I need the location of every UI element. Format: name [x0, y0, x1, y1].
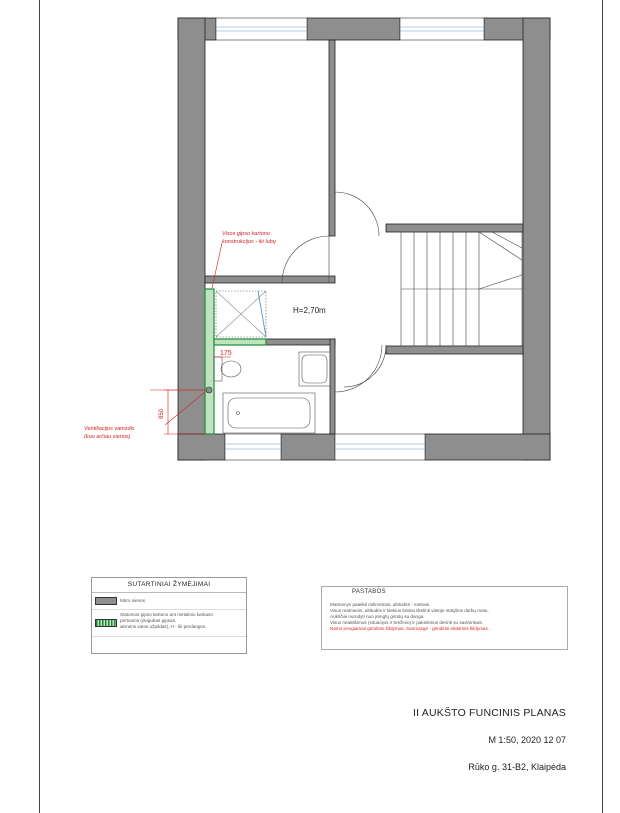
door-stair [344, 345, 386, 387]
wall-bath-vertical [330, 339, 335, 434]
annotation-vent-line1: Ventiliacijos vamzdis [84, 426, 135, 432]
legend-title: SUTARTINIAI ŽYMĖJIMAI [92, 578, 246, 593]
legend-row-gypsum [92, 610, 246, 637]
window-top-left [216, 18, 307, 40]
notes-box [321, 586, 568, 650]
door-room-right [335, 192, 379, 236]
door-bath [335, 345, 382, 392]
annotation-vent-line2: (kuo arčiau sienos) [84, 434, 131, 440]
height-label: H=2,70m [293, 306, 326, 315]
wall-right [523, 18, 550, 460]
gypsum-left-wall [205, 289, 214, 434]
scale-date: M 1:50, 2020 12 07 [488, 735, 566, 745]
legend-box [91, 577, 247, 654]
wall-center-vertical [329, 40, 335, 236]
legend-wall-text: Mūro sienos [120, 598, 146, 603]
toilet-bowl [221, 361, 241, 377]
dimension-850-label: 850 [159, 408, 165, 419]
wall-bottom-right [425, 434, 550, 460]
bathtub [223, 393, 315, 433]
annotation-gypsum-line2: konstrukcijos - iki lubų [222, 239, 276, 245]
window-top-right [400, 18, 484, 40]
note-line: Aukščiai nurodyti nuo įrengtų grindų su danga. [330, 614, 425, 619]
window-bottom-left [225, 434, 281, 460]
stairs [401, 232, 522, 346]
wall-swatch [95, 597, 117, 605]
wall-bottom-mid [281, 434, 335, 460]
window-bottom-right [335, 434, 425, 460]
address: Rūko g. 31-B2, Klaipėda [468, 762, 566, 772]
legend-row-wall [92, 593, 246, 610]
wall-stair-top [386, 224, 523, 232]
note-line: Visus neatitikimus (situacijos ir brėžinio) ir pakeitimus derinti su savininkais. [330, 620, 484, 625]
legend-gypsum-line3: akmens vatos užpildas), H - iki perdangos [120, 624, 206, 629]
annotation-gypsum-line1: Visos gipso kartono [222, 231, 270, 237]
note-red-line: Namo įrengiamas grindinis šildymas. Sanmazgė - grindinis elektrinis šildymas. [330, 626, 490, 631]
legend-gypsum-line2: pertvaros (dvigubas gipsas, [120, 618, 177, 623]
note-line: Matmenys pateikti milimetrais, altitudės - metrais. [330, 602, 431, 607]
wall-left [178, 18, 205, 460]
wall-stair-bottom [386, 346, 523, 354]
wall-corridor-top [205, 276, 335, 283]
gypsum-swatch [95, 619, 117, 627]
notes-title: PASTABOS [352, 589, 386, 595]
wall-top-mid [307, 18, 400, 40]
gypsum-shower-wall [214, 339, 266, 345]
note-line: Visus matmenis, altitudės ir kiekius būtina tikslinti vietoje statybos darbų metu. [330, 608, 489, 613]
wall-bottom-left [178, 434, 225, 460]
drawing-title: II AUKŠTO FUNCINIS PLANAS [412, 707, 566, 719]
washbasin [299, 352, 330, 386]
dimension-175-label: 175 [220, 350, 232, 357]
legend-gypsum-line1: Statomos gipso kartono ant metalinio karkaso [120, 612, 213, 617]
shower-screen [258, 291, 266, 337]
wall-corridor-bottom [266, 339, 335, 345]
